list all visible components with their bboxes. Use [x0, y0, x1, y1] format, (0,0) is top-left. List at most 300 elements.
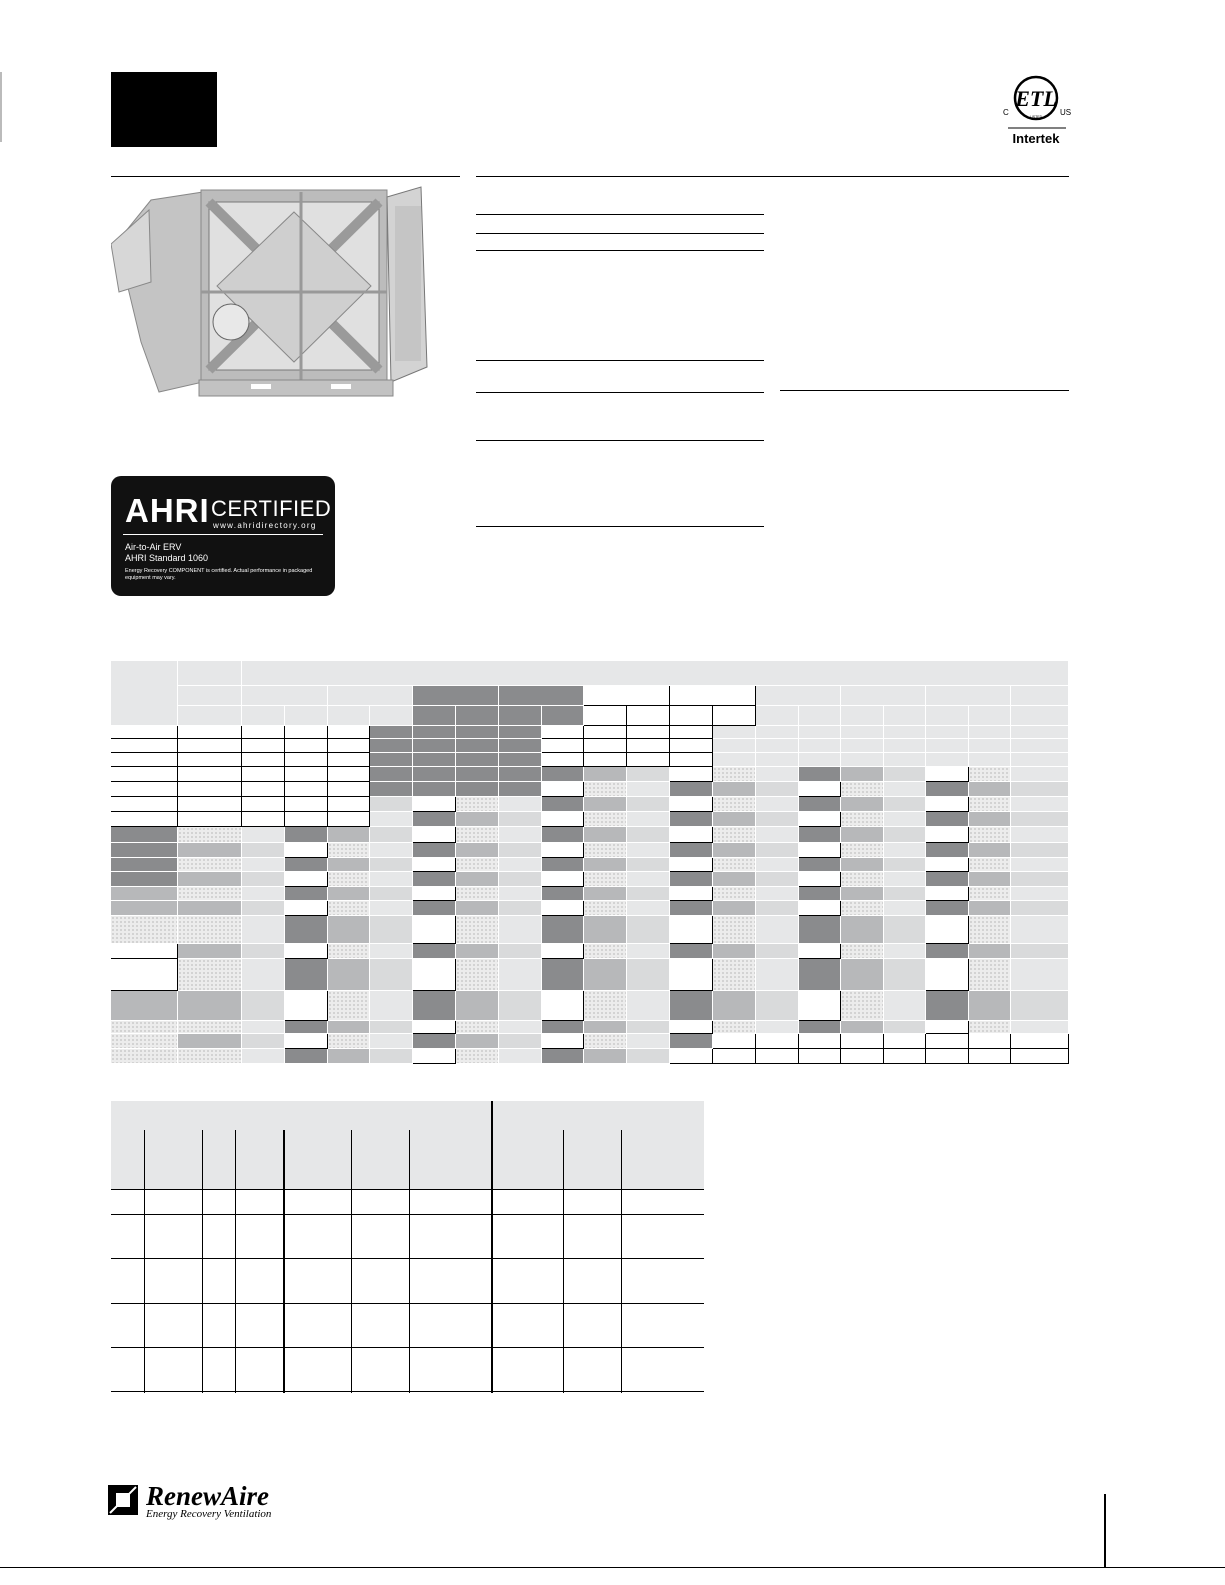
grid-cell: [670, 916, 713, 944]
grid-cell: [328, 858, 370, 872]
grid-cell: [328, 1034, 370, 1049]
renewaire-icon: [106, 1483, 140, 1517]
grid-cell: [884, 767, 926, 782]
grid-cell: [584, 1034, 627, 1049]
grid-cell: [799, 991, 841, 1021]
grid-cell: [178, 753, 242, 767]
grid-cell: [328, 686, 413, 706]
grid-cell: [328, 887, 370, 901]
grid-cell: [178, 797, 242, 812]
grid-cell: [969, 767, 1011, 782]
grid-cell: [627, 901, 670, 916]
grid-cell: [456, 944, 499, 959]
grid-cell: [926, 916, 969, 944]
grid-cell: [799, 916, 841, 944]
grid-cell: [242, 661, 1069, 686]
grid-cell: [670, 726, 713, 739]
grid-cell: [841, 858, 884, 872]
grid-cell: [111, 782, 178, 797]
grid-cell: [242, 944, 285, 959]
grid-cell: [841, 739, 884, 753]
grid-cell: [1011, 843, 1069, 858]
grid-cell: [799, 797, 841, 812]
grid-cell: [841, 706, 884, 726]
grid-cell: [713, 901, 756, 916]
grid-cell: [370, 753, 413, 767]
grid-cell: [756, 1021, 799, 1034]
grid-cell: [542, 858, 584, 872]
grid-cell: [1011, 1049, 1069, 1064]
table-line: [111, 1258, 704, 1259]
grid-cell: [713, 797, 756, 812]
grid-cell: [499, 706, 542, 726]
grid-cell: [328, 812, 370, 827]
grid-cell: [242, 872, 285, 887]
grid-cell: [285, 887, 328, 901]
grid-cell: [542, 916, 584, 944]
grid-cell: [413, 706, 456, 726]
grid-cell: [926, 753, 969, 767]
grid-cell: [413, 858, 456, 872]
grid-cell: [542, 827, 584, 843]
grid-cell: [627, 858, 670, 872]
grid-cell: [584, 959, 627, 991]
grid-cell: [969, 827, 1011, 843]
grid-cell: [670, 782, 713, 797]
grid-cell: [670, 991, 713, 1021]
grid-cell: [242, 1021, 285, 1034]
table-line: [563, 1130, 564, 1393]
grid-cell: [499, 1034, 542, 1049]
grid-cell: [799, 726, 841, 739]
grid-cell: [713, 959, 756, 991]
grid-cell: [756, 1049, 799, 1064]
grid-cell: [328, 1049, 370, 1064]
grid-cell: [884, 726, 926, 739]
grid-cell: [584, 726, 627, 739]
grid-cell: [178, 782, 242, 797]
footer-rule: [0, 1567, 1225, 1568]
grid-cell: [542, 739, 584, 753]
grid-cell: [756, 916, 799, 944]
grid-cell: [627, 843, 670, 858]
grid-cell: [584, 739, 627, 753]
grid-cell: [242, 1049, 285, 1064]
grid-cell: [841, 797, 884, 812]
grid-cell: [370, 872, 413, 887]
spec-rule: [780, 390, 1069, 391]
grid-cell: [584, 753, 627, 767]
grid-cell: [756, 753, 799, 767]
model-selection-grid: [111, 661, 1069, 1066]
etl-sub: LISTED: [1029, 115, 1043, 119]
grid-cell: [285, 797, 328, 812]
grid-cell: [456, 1034, 499, 1049]
grid-cell: [713, 887, 756, 901]
grid-cell: [242, 812, 285, 827]
grid-cell: [542, 767, 584, 782]
grid-cell: [627, 887, 670, 901]
grid-cell: [111, 858, 178, 872]
grid-cell: [799, 858, 841, 872]
grid-cell: [456, 739, 499, 753]
grid-cell: [670, 767, 713, 782]
grid-cell: [413, 959, 456, 991]
grid-cell: [242, 782, 285, 797]
grid-cell: [756, 872, 799, 887]
grid-cell: [969, 797, 1011, 812]
grid-cell: [713, 1034, 756, 1049]
grid-cell: [242, 1034, 285, 1049]
grid-cell: [799, 753, 841, 767]
grid-cell: [111, 944, 178, 959]
etl-mark: ETL: [1015, 86, 1057, 111]
grid-cell: [111, 887, 178, 901]
grid-cell: [841, 887, 884, 901]
grid-cell: [242, 726, 285, 739]
brand-tagline: Energy Recovery Ventilation: [146, 1508, 272, 1520]
grid-cell: [413, 872, 456, 887]
grid-cell: [670, 1034, 713, 1049]
grid-cell: [413, 1034, 456, 1049]
grid-cell: [926, 739, 969, 753]
grid-cell: [1011, 916, 1069, 944]
grid-cell: [242, 827, 285, 843]
grid-cell: [413, 991, 456, 1021]
grid-cell: [584, 686, 670, 706]
ahri-line1: Air-to-Air ERV: [125, 542, 182, 552]
table-line: [491, 1101, 493, 1393]
grid-cell: [456, 887, 499, 901]
grid-cell: [969, 739, 1011, 753]
grid-cell: [926, 827, 969, 843]
grid-cell: [926, 843, 969, 858]
grid-cell: [670, 686, 756, 706]
grid-cell: [841, 901, 884, 916]
grid-cell: [884, 887, 926, 901]
grid-cell: [413, 1021, 456, 1034]
grid-cell: [884, 916, 926, 944]
grid-cell: [713, 767, 756, 782]
grid-cell: [111, 916, 178, 944]
grid-cell: [456, 1049, 499, 1064]
grid-cell: [499, 797, 542, 812]
grid-cell: [627, 1034, 670, 1049]
grid-cell: [713, 991, 756, 1021]
grid-cell: [542, 991, 584, 1021]
grid-cell: [499, 887, 542, 901]
page-number-mark: [1104, 1494, 1106, 1567]
grid-cell: [178, 887, 242, 901]
table-line: [202, 1130, 203, 1393]
grid-cell: [627, 726, 670, 739]
grid-cell: [884, 827, 926, 843]
grid-cell: [584, 858, 627, 872]
grid-cell: [841, 726, 884, 739]
spec-rule: [476, 392, 764, 393]
grid-cell: [926, 1049, 969, 1064]
grid-cell: [111, 991, 178, 1021]
grid-cell: [1011, 1034, 1069, 1049]
grid-cell: [456, 782, 499, 797]
grid-cell: [584, 916, 627, 944]
grid-cell: [178, 959, 242, 991]
grid-cell: [285, 944, 328, 959]
grid-cell: [285, 827, 328, 843]
grid-cell: [456, 726, 499, 739]
grid-cell: [713, 739, 756, 753]
grid-cell: [413, 901, 456, 916]
grid-cell: [799, 1034, 841, 1049]
grid-cell: [1011, 782, 1069, 797]
grid-cell: [627, 739, 670, 753]
grid-cell: [756, 959, 799, 991]
grid-cell: [756, 858, 799, 872]
grid-cell: [111, 872, 178, 887]
grid-cell: [111, 726, 178, 739]
grid-cell: [627, 753, 670, 767]
grid-cell: [584, 843, 627, 858]
grid-cell: [242, 843, 285, 858]
table-line: [111, 1130, 704, 1189]
table-line: [493, 1101, 704, 1130]
grid-cell: [242, 739, 285, 753]
grid-cell: [884, 959, 926, 991]
grid-cell: [178, 916, 242, 944]
grid-cell: [756, 726, 799, 739]
grid-cell: [178, 1049, 242, 1064]
grid-cell: [413, 726, 456, 739]
grid-cell: [969, 843, 1011, 858]
brand-name: RenewAire: [146, 1481, 270, 1511]
grid-cell: [1011, 726, 1069, 739]
grid-cell: [756, 827, 799, 843]
grid-cell: [841, 827, 884, 843]
grid-cell: [499, 767, 542, 782]
grid-cell: [584, 901, 627, 916]
grid-cell: [670, 843, 713, 858]
grid-cell: [542, 726, 584, 739]
grid-cell: [670, 944, 713, 959]
grid-cell: [370, 1021, 413, 1034]
grid-cell: [370, 782, 413, 797]
ahri-note: Energy Recovery COMPONENT is certified. Actual performance in packaged equipment may vary.: [125, 568, 313, 581]
grid-cell: [499, 1021, 542, 1034]
grid-cell: [178, 686, 242, 706]
grid-cell: [926, 812, 969, 827]
grid-cell: [969, 812, 1011, 827]
grid-cell: [1011, 1021, 1069, 1034]
grid-cell: [413, 767, 456, 782]
ahri-url: www.ahridirectory.org: [213, 521, 317, 530]
grid-cell: [413, 944, 456, 959]
grid-cell: [285, 901, 328, 916]
grid-cell: [285, 916, 328, 944]
grid-cell: [242, 858, 285, 872]
grid-cell: [627, 916, 670, 944]
grid-cell: [542, 812, 584, 827]
grid-cell: [111, 753, 178, 767]
grid-cell: [370, 858, 413, 872]
product-illustration: [111, 182, 441, 407]
grid-cell: [542, 753, 584, 767]
grid-cell: [413, 686, 499, 706]
table-line: [111, 1347, 704, 1348]
grid-cell: [841, 959, 884, 991]
grid-cell: [799, 812, 841, 827]
grid-cell: [111, 661, 178, 726]
grid-cell: [627, 767, 670, 782]
grid-cell: [969, 944, 1011, 959]
grid-cell: [413, 1049, 456, 1064]
grid-cell: [584, 887, 627, 901]
grid-cell: [756, 739, 799, 753]
grid-cell: [178, 827, 242, 843]
grid-cell: [884, 797, 926, 812]
grid-cell: [242, 901, 285, 916]
grid-cell: [799, 944, 841, 959]
grid-cell: [926, 1021, 969, 1034]
grid-cell: [841, 767, 884, 782]
grid-cell: [111, 959, 178, 991]
grid-cell: [285, 872, 328, 887]
grid-cell: [926, 872, 969, 887]
grid-cell: [285, 812, 328, 827]
grid-cell: [178, 872, 242, 887]
grid-cell: [242, 887, 285, 901]
grid-cell: [242, 959, 285, 991]
grid-cell: [242, 767, 285, 782]
grid-cell: [542, 1034, 584, 1049]
grid-cell: [969, 858, 1011, 872]
grid-cell: [713, 827, 756, 843]
grid-cell: [926, 797, 969, 812]
grid-cell: [670, 706, 713, 726]
grid-cell: [242, 686, 328, 706]
grid-cell: [627, 1021, 670, 1034]
grid-cell: [328, 901, 370, 916]
grid-cell: [370, 991, 413, 1021]
grid-cell: [111, 901, 178, 916]
grid-cell: [242, 991, 285, 1021]
page-edge-mark: [0, 72, 2, 142]
grid-cell: [285, 739, 328, 753]
grid-cell: [285, 858, 328, 872]
grid-cell: [178, 726, 242, 739]
grid-cell: [499, 944, 542, 959]
renewaire-logo: [106, 1480, 306, 1520]
table-line: [409, 1130, 410, 1393]
grid-cell: [1011, 797, 1069, 812]
grid-cell: [799, 827, 841, 843]
grid-cell: [670, 753, 713, 767]
grid-cell: [713, 782, 756, 797]
grid-cell: [456, 872, 499, 887]
grid-cell: [456, 812, 499, 827]
grid-cell: [542, 782, 584, 797]
grid-cell: [627, 959, 670, 991]
grid-cell: [542, 706, 584, 726]
grid-cell: [456, 858, 499, 872]
grid-cell: [969, 901, 1011, 916]
grid-cell: [1011, 827, 1069, 843]
grid-cell: [926, 944, 969, 959]
grid-cell: [884, 872, 926, 887]
grid-cell: [926, 959, 969, 991]
grid-cell: [756, 812, 799, 827]
grid-cell: [670, 858, 713, 872]
grid-cell: [370, 767, 413, 782]
grid-cell: [756, 887, 799, 901]
grid-cell: [584, 1021, 627, 1034]
table-line: [283, 1130, 285, 1393]
grid-cell: [969, 782, 1011, 797]
grid-cell: [1011, 858, 1069, 872]
grid-cell: [926, 782, 969, 797]
grid-cell: [841, 753, 884, 767]
grid-cell: [884, 739, 926, 753]
grid-cell: [926, 726, 969, 739]
grid-cell: [178, 858, 242, 872]
grid-cell: [584, 1049, 627, 1064]
grid-cell: [926, 887, 969, 901]
grid-cell: [542, 944, 584, 959]
table-line: [621, 1130, 622, 1393]
grid-cell: [370, 959, 413, 991]
table-line: [111, 1214, 704, 1215]
grid-cell: [285, 1049, 328, 1064]
grid-cell: [413, 887, 456, 901]
grid-cell: [670, 739, 713, 753]
grid-cell: [413, 753, 456, 767]
performance-table: [111, 1101, 704, 1393]
spec-rule: [476, 360, 764, 361]
grid-cell: [499, 726, 542, 739]
grid-cell: [1011, 753, 1069, 767]
grid-cell: [1011, 739, 1069, 753]
grid-cell: [370, 1049, 413, 1064]
grid-cell: [884, 944, 926, 959]
grid-cell: [756, 767, 799, 782]
ahri-logo: AHRI: [125, 492, 210, 529]
grid-cell: [1011, 686, 1069, 706]
grid-cell: [111, 812, 178, 827]
grid-cell: [413, 827, 456, 843]
grid-cell: [756, 991, 799, 1021]
grid-cell: [969, 726, 1011, 739]
grid-cell: [584, 872, 627, 887]
grid-cell: [841, 686, 926, 706]
grid-cell: [285, 767, 328, 782]
grid-cell: [799, 959, 841, 991]
grid-cell: [542, 1049, 584, 1064]
grid-cell: [713, 753, 756, 767]
grid-cell: [328, 797, 370, 812]
grid-cell: [370, 944, 413, 959]
grid-cell: [884, 1021, 926, 1034]
grid-cell: [627, 797, 670, 812]
grid-cell: [884, 991, 926, 1021]
grid-cell: [456, 797, 499, 812]
grid-cell: [756, 1034, 799, 1049]
grid-cell: [370, 706, 413, 726]
grid-cell: [670, 887, 713, 901]
grid-cell: [627, 706, 670, 726]
grid-cell: [370, 916, 413, 944]
grid-cell: [499, 872, 542, 887]
grid-cell: [670, 797, 713, 812]
grid-cell: [841, 1034, 884, 1049]
